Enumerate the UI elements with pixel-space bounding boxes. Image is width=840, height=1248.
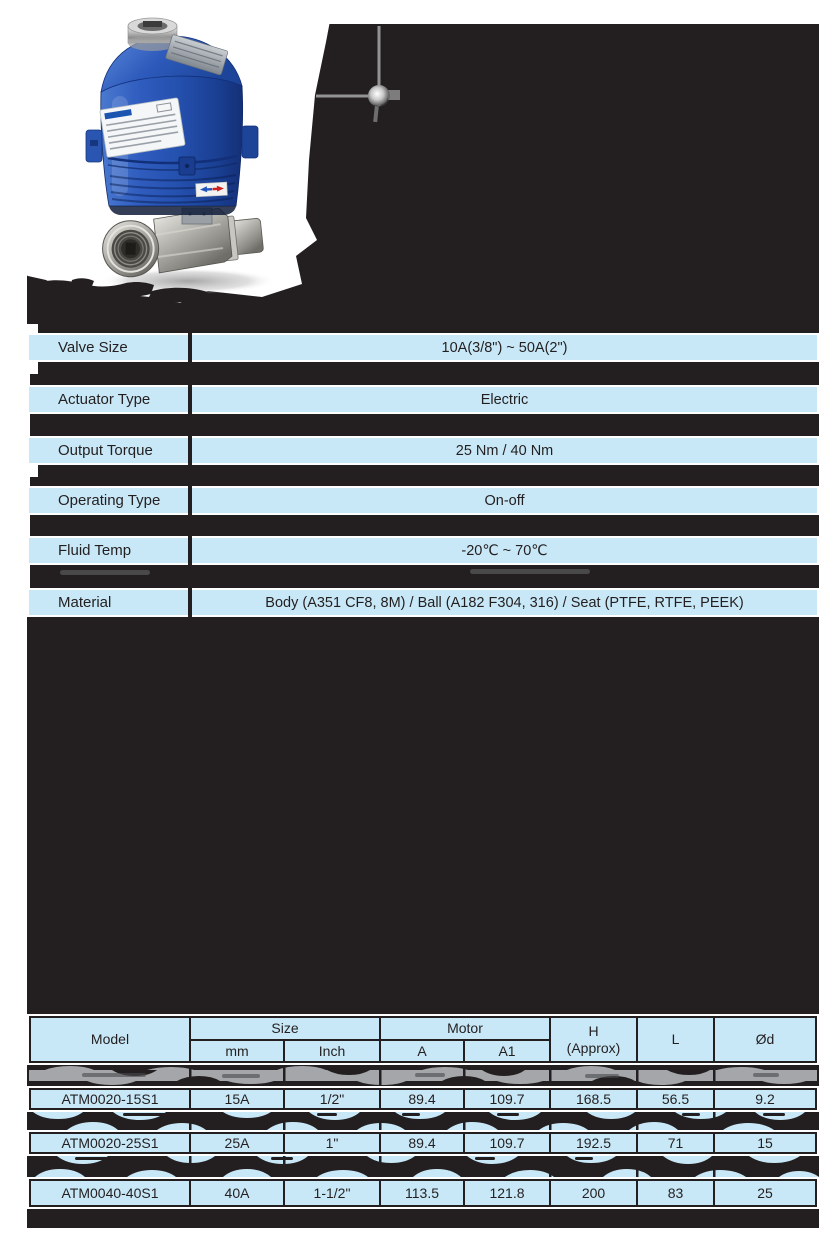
dimension-row [27, 1086, 819, 1112]
dimension-row [27, 1177, 819, 1209]
col-header-a: A [381, 1041, 463, 1061]
col-header-size: Size [191, 1018, 379, 1039]
spec-value: Electric [192, 387, 817, 412]
col-header-mm: mm [191, 1041, 283, 1061]
open-close-sticker [196, 182, 228, 197]
torn-wisp [470, 569, 590, 574]
spec-row-actuator-type [27, 385, 819, 414]
cell-od: 25 [715, 1181, 815, 1205]
torn-stub [27, 324, 38, 333]
cell-mm: 15A [191, 1090, 283, 1108]
torn-stub [27, 362, 38, 374]
cell-h: 192.5 [551, 1134, 636, 1152]
cell-a: 113.5 [381, 1181, 463, 1205]
cell-a1: 121.8 [465, 1181, 549, 1205]
spec-value: Body (A351 CF8, 8M) / Ball (A182 F304, 316) / Seat (PTFE, RTFE, PEEK) [192, 590, 817, 615]
spec-row-operating-type [27, 486, 819, 515]
product-photo [0, 0, 360, 312]
cell-inch: 1-1/2" [285, 1181, 379, 1205]
col-header-od: Ød [715, 1018, 815, 1061]
cell-h: 200 [551, 1181, 636, 1205]
cell-h: 168.5 [551, 1090, 636, 1108]
spec-row-material [27, 588, 819, 617]
dimension-crosshair-icon [310, 22, 414, 128]
torn-stub [27, 465, 38, 477]
cell-l: 56.5 [638, 1090, 713, 1108]
spec-label: Valve Size [29, 335, 188, 360]
spec-value: 25 Nm / 40 Nm [192, 438, 817, 463]
cell-model: ATM0020-15S1 [31, 1090, 189, 1108]
cell-a1: 109.7 [465, 1090, 549, 1108]
col-header-h-approx: H (Approx) [551, 1018, 636, 1061]
torn-redaction-band [27, 1156, 819, 1177]
cell-l: 71 [638, 1134, 713, 1152]
spec-label: Actuator Type [29, 387, 188, 412]
dimension-table-header [27, 1014, 819, 1065]
col-header-l: L [638, 1018, 713, 1061]
col-header-motor: Motor [381, 1018, 549, 1039]
spec-row-fluid-temp [27, 536, 819, 565]
cell-inch: 1/2" [285, 1090, 379, 1108]
spec-value: 10A(3/8") ~ 50A(2") [192, 335, 817, 360]
col-header-inch: Inch [285, 1041, 379, 1061]
spec-label: Material [29, 590, 188, 615]
spec-value: -20℃ ~ 70℃ [192, 538, 817, 563]
cell-a1: 109.7 [465, 1134, 549, 1152]
cell-od: 9.2 [715, 1090, 815, 1108]
cell-inch: 1" [285, 1134, 379, 1152]
cell-od: 15 [715, 1134, 815, 1152]
cell-a: 89.4 [381, 1134, 463, 1152]
spec-label: Operating Type [29, 488, 188, 513]
torn-redaction-band-gray [27, 1065, 819, 1086]
cell-mm: 25A [191, 1134, 283, 1152]
spec-label: Fluid Temp [29, 538, 188, 563]
cell-mm: 40A [191, 1181, 283, 1205]
torn-wisp [60, 570, 150, 575]
cell-a: 89.4 [381, 1090, 463, 1108]
spec-row-output-torque [27, 436, 819, 465]
spec-label: Output Torque [29, 438, 188, 463]
cell-model: ATM0040-40S1 [31, 1181, 189, 1205]
torn-redaction-band [27, 1112, 819, 1130]
col-header-a1: A1 [465, 1041, 549, 1061]
mount-ear-right [242, 126, 258, 158]
col-header-model: Model [31, 1018, 189, 1061]
cell-l: 83 [638, 1181, 713, 1205]
spec-value: On-off [192, 488, 817, 513]
dimension-row [27, 1130, 819, 1156]
spec-row-valve-size [27, 333, 819, 362]
cell-model: ATM0020-25S1 [31, 1134, 189, 1152]
